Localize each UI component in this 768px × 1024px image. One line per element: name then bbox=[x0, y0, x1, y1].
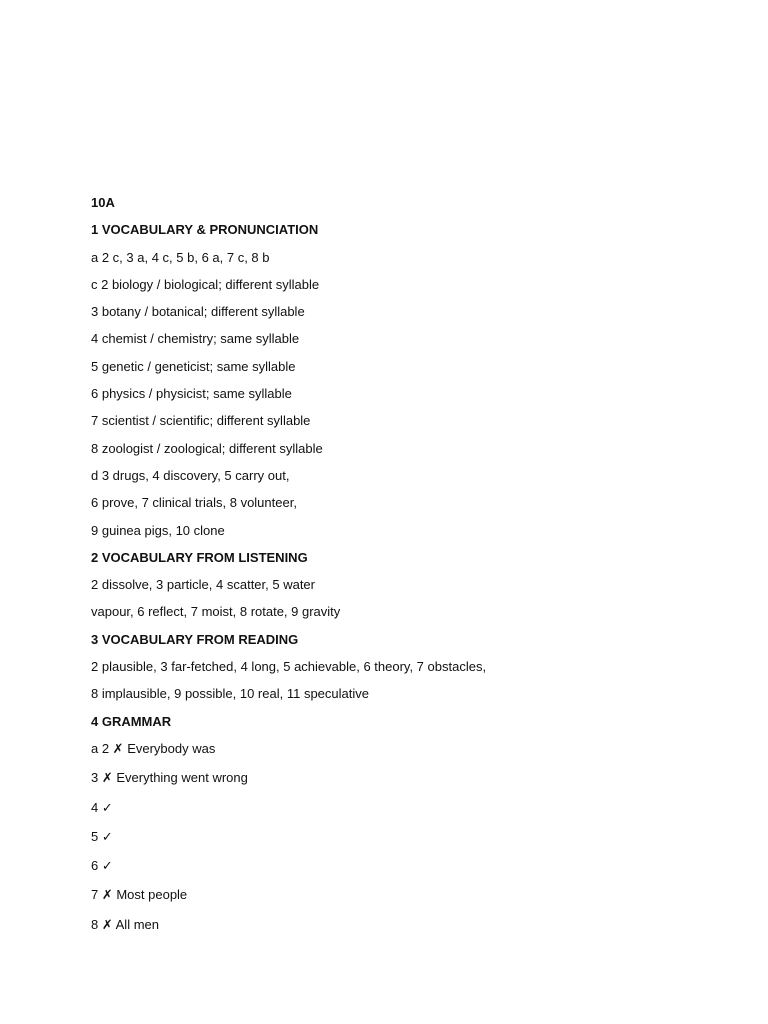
answer-line: 3 ✗ Everything went wrong bbox=[91, 770, 248, 786]
answer-line: 3 botany / botanical; different syllable bbox=[91, 304, 305, 320]
answer-line: 5 ✓ bbox=[91, 828, 113, 844]
answer-line: d 3 drugs, 4 discovery, 5 carry out, bbox=[91, 467, 290, 483]
answer-line: c 2 biology / biological; different syllable bbox=[91, 276, 320, 292]
answer-line: 8 implausible, 9 possible, 10 real, 11 speculative bbox=[91, 686, 369, 702]
answer-line: 9 guinea pigs, 10 clone bbox=[91, 522, 225, 538]
section-heading-vocabulary-listening: 2 VOCABULARY FROM LISTENING bbox=[91, 549, 308, 565]
section-heading-grammar: 4 GRAMMAR bbox=[91, 713, 172, 729]
section-heading-vocabulary-reading: 3 VOCABULARY FROM READING bbox=[91, 631, 299, 647]
answer-line: 6 ✓ bbox=[91, 858, 113, 874]
answer-line: 2 plausible, 3 far-fetched, 4 long, 5 achievable, 6 theory, 7 obstacles, bbox=[91, 659, 487, 675]
answer-line: a 2 ✗ Everybody was bbox=[91, 740, 216, 756]
answer-line: a 2 c, 3 a, 4 c, 5 b, 6 a, 7 c, 8 b bbox=[91, 249, 270, 265]
answer-line: 8 ✗ All men bbox=[91, 916, 159, 932]
section-heading-vocabulary-pronunciation: 1 VOCABULARY & PRONUNCIATION bbox=[91, 222, 319, 238]
answer-line: 8 zoologist / zoological; different syllable bbox=[91, 440, 323, 456]
answer-line: 4 chemist / chemistry; same syllable bbox=[91, 331, 300, 347]
answer-line: 6 prove, 7 clinical trials, 8 volunteer, bbox=[91, 495, 297, 511]
answer-line: vapour, 6 reflect, 7 moist, 8 rotate, 9 gravity bbox=[91, 604, 341, 620]
section-code: 10A bbox=[91, 195, 115, 210]
answer-key bbox=[91, 194, 711, 945]
answer-line: 7 scientist / scientific; different syllable bbox=[91, 413, 311, 429]
answer-line: 2 dissolve, 3 particle, 4 scatter, 5 water bbox=[91, 577, 315, 593]
answer-line: 4 ✓ bbox=[91, 799, 113, 815]
answer-line: 7 ✗ Most people bbox=[91, 887, 188, 903]
answer-line: 5 genetic / geneticist; same syllable bbox=[91, 358, 296, 374]
answer-line: 6 physics / physicist; same syllable bbox=[91, 386, 292, 402]
